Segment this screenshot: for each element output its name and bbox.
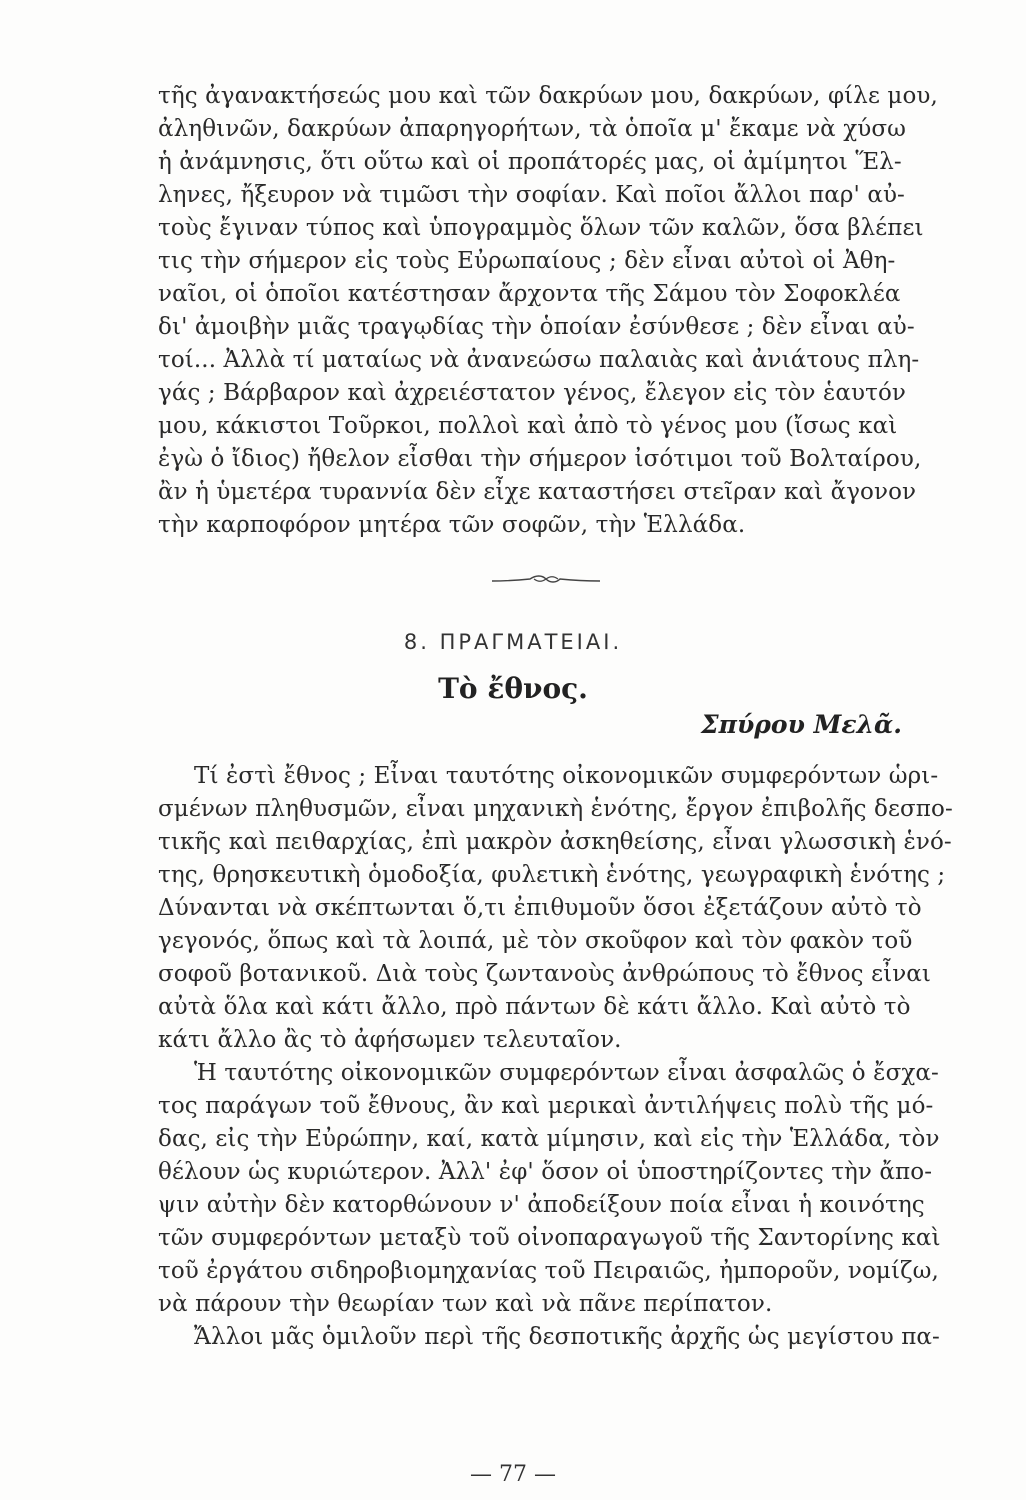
text-line: Ἄλλοι μᾶς ὁμιλοῦν περὶ τῆς δεσποτικῆς ἀρχῆς ὡς μεγίστου πα- (194, 1324, 940, 1350)
text-line: Ἡ ταυτότης οἰκονομικῶν συμφερόντων εἶναι ἀσφαλῶς ὁ ἔσχα- (194, 1060, 939, 1086)
text-line: σοφοῦ βοτανικοῦ. Διὰ τοὺς ζωντανοὺς ἀνθρώπους τὸ ἔθνος εἶναι (158, 961, 932, 987)
page-number: — 77 — (470, 1462, 556, 1487)
text-line: σμένων πληθυσμῶν, εἶναι μηχανικὴ ἑνότης, ἔργον ἐπιβολῆς δεσπο- (158, 796, 953, 822)
text-line: κάτι ἄλλο ἂς τὸ ἀφήσωμεν τελευταῖον. (158, 1027, 622, 1053)
text-line: Δύνανται νὰ σκέπτωνται ὅ,τι ἐπιθυμοῦν ὅσοι ἐξετάζουν αὐτὸ τὸ (158, 895, 922, 921)
article-author: Σπύρου Μελᾶ. (700, 710, 902, 739)
text-line: ἐγὼ ὁ ἴδιος) ἤθελον εἶσθαι τὴν σήμερον ἰσότιμοι τοῦ Βολταίρου, (158, 446, 922, 472)
text-line: ληνες, ἤξευρον νὰ τιμῶσι τὴν σοφίαν. Καὶ ποῖοι ἄλλοι παρ' αὐ- (158, 182, 905, 208)
text-line: τοὺς ἔγιναν τύπος καὶ ὑπογραμμὸς ὅλων τῶν καλῶν, ὅσα βλέπει (158, 215, 924, 241)
text-line: τικῆς καὶ πειθαρχίας, ἐπὶ μακρὸν ἀσκηθείσης, εἶναι γλωσσικὴ ἑνό- (158, 829, 952, 855)
text-line: δι' ἀμοιβὴν μιᾶς τραγῳδίας τὴν ὁποίαν ἐσύνθεσε ; δὲν εἶναι αὐ- (158, 314, 915, 340)
text-line: γεγονός, ὅπως καὶ τὰ λοιπά, μὲ τὸν σκοῦφον καὶ τὸν φακὸν τοῦ (158, 928, 913, 954)
article-body (158, 760, 953, 1354)
text-line: μου, κάκιστοι Τοῦρκοι, πολλοὶ καὶ ἀπὸ τὸ γένος μου (ἴσως καὶ (158, 413, 898, 439)
text-line: τὴν καρποφόρον μητέρα τῶν σοφῶν, τὴν Ἑλλάδα. (158, 512, 746, 538)
text-line: ἡ ἀνάμνησις, ὅτι οὕτω καὶ οἱ προπάτορές μας, οἱ ἀμίμητοι Ἕλ- (158, 149, 902, 175)
text-line: ἂν ἡ ὑμετέρα τυραννία δὲν εἶχε καταστήσει στεῖραν καὶ ἄγονον (158, 479, 917, 505)
text-line: τις τὴν σήμερον εἰς τοὺς Εὐρωπαίους ; δὲν εἶναι αὐτοὶ οἱ Ἀθη- (158, 248, 896, 274)
text-line: τος παράγων τοῦ ἔθνους, ἂν καὶ μερικαὶ ἀντιλήψεις πολὺ τῆς μό- (158, 1093, 934, 1119)
text-line: ἀληθινῶν, δακρύων ἀπαρηγορήτων, τὰ ὁποῖα μ' ἔκαμε νὰ χύσω (158, 116, 906, 142)
intro-paragraph (158, 80, 938, 542)
text-line: Τί ἐστὶ ἔθνος ; Εἶναι ταυτότης οἰκονομικῶν συμφερόντων ὡρι- (194, 763, 939, 789)
text-line: τοί... Ἀλλὰ τί ματαίως νὰ ἀνανεώσω παλαιὰς καὶ ἀνιάτους πλη- (158, 347, 920, 373)
text-line: τῆς ἀγανακτήσεώς μου καὶ τῶν δακρύων μου, δακρύων, φίλε μου, (158, 83, 938, 109)
text-line: δας, εἰς τὴν Εὐρώπην, καί, κατὰ μίμησιν, καὶ εἰς τὴν Ἑλλάδα, τὸν (158, 1126, 940, 1152)
text-line: τοῦ ἐργάτου σιδηροβιομηχανίας τοῦ Πειραιῶς, ἠμποροῦν, νομίζω, (158, 1258, 939, 1284)
article-title: Τὸ ἔθνος. (438, 672, 588, 705)
section-heading: 8. ΠΡΑΓΜΑΤΕΙΑΙ. (403, 630, 623, 654)
text-line: ψιν αὐτὴν δὲν κατορθώνουν ν' ἀποδείξουν ποία εἶναι ἡ κοινότης (158, 1192, 925, 1218)
text-line: νὰ πάρουν τὴν θεωρίαν των καὶ νὰ πᾶνε περίπατον. (158, 1291, 773, 1317)
text-line: αὐτὰ ὅλα καὶ κάτι ἄλλο, πρὸ πάντων δὲ κάτι ἄλλο. Καὶ αὐτὸ τὸ (158, 994, 911, 1020)
text-line: γάς ; Βάρβαρον καὶ ἀχρειέστατον γένος, ἔλεγον εἰς τὸν ἑαυτόν (158, 380, 906, 406)
ornament-divider (490, 573, 602, 587)
text-line: ναῖοι, οἱ ὁποῖοι κατέστησαν ἄρχοντα τῆς Σάμου τὸν Σοφοκλέα (158, 281, 901, 307)
text-line: τῶν συμφερόντων μεταξὺ τοῦ οἰνοπαραγωγοῦ τῆς Σαντορίνης καὶ (158, 1225, 941, 1251)
text-line: θέλουν ὡς κυριώτερον. Ἀλλ' ἐφ' ὅσον οἱ ὑποστηρίζοντες τὴν ἄπο- (158, 1159, 933, 1185)
text-line: της, θρησκευτικὴ ὁμοδοξία, φυλετικὴ ἑνότης, γεωγραφικὴ ἑνότης ; (158, 862, 946, 888)
